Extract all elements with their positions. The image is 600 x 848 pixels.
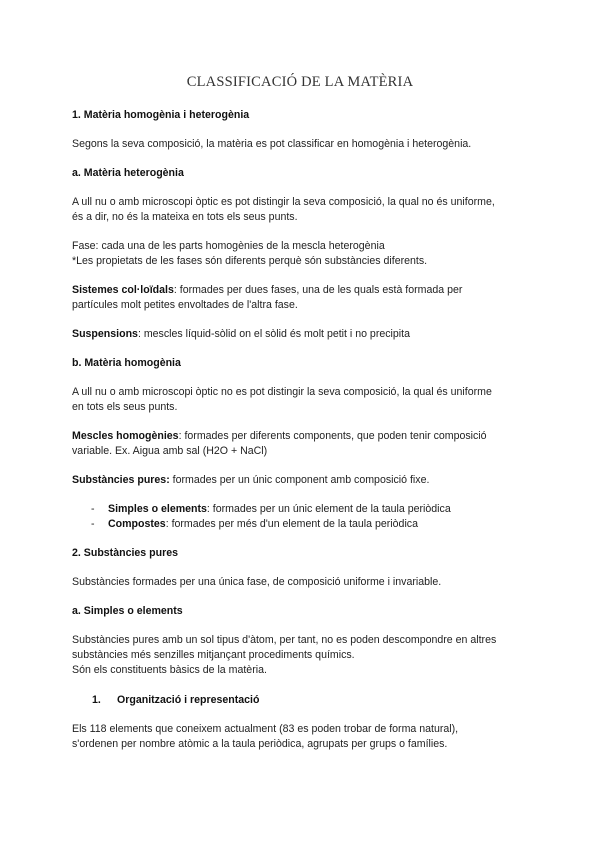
homogeneous-heading: b. Matèria homogènia [72, 357, 181, 369]
pure-substances-term: Substàncies pures: [72, 474, 170, 486]
simple-elements-heading: a. Simples o elements [72, 605, 183, 617]
suspensions-term: Suspensions [72, 328, 138, 340]
compounds-text: : formades per més d'un element de la taula periòdica [165, 518, 418, 530]
homogeneous-mixtures-text: : formades per diferents components, que poden tenir composició [178, 430, 487, 442]
simple-elements-text-line-1: Substàncies pures amb un sol tipus d'àtom, per tant, no es poden descompondre en altres [72, 634, 497, 646]
pure-substances-text: formades per un únic component amb composició fixe. [169, 474, 430, 486]
homogeneous-text-line-2: en tots els seus punts. [72, 401, 178, 413]
compounds-term: Compostes [108, 518, 166, 530]
heterogeneous-heading: a. Matèria heterogènia [72, 167, 184, 179]
suspensions-paragraph [72, 327, 410, 343]
bullet-compounds [108, 517, 418, 533]
section-2-text: Substàncies formades per una única fase, de composició uniforme i invariable. [72, 576, 442, 588]
heterogeneous-text-line-1: A ull nu o amb microscopi òptic es pot distingir la seva composició, la qual no és uniforme, [72, 196, 495, 208]
final-text-line-2: s'ordenen per nombre atòmic a la taula periòdica, agrupats per grups o famílies. [72, 738, 448, 750]
heterogeneous-text-line-2: és a dir, no és la mateixa en tots els seus punts. [72, 211, 298, 223]
colloidal-paragraph-line-2: partícules molt petites envoltades de l'altra fase. [72, 299, 298, 311]
section-2-heading: 2. Substàncies pures [72, 547, 178, 559]
suspensions-text: : mescles líquid-sòlid on el sòlid és molt petit i no precipita [137, 328, 410, 340]
pure-substances-paragraph [72, 473, 429, 489]
colloidal-paragraph-line-1 [72, 283, 462, 299]
homogeneous-mixtures-line-2: variable. Ex. Aigua amb sal (H2O + NaCl) [72, 445, 268, 457]
homogeneous-mixtures-term: Mescles homogènies [72, 430, 179, 442]
subsection-heading: Organització i representació [117, 694, 260, 706]
homogeneous-text-line-1: A ull nu o amb microscopi òptic no es pot distingir la seva composició, la qual és uniforme [72, 386, 492, 398]
homogeneous-mixtures-line-1 [72, 429, 487, 445]
bullet-dash: - [91, 518, 95, 530]
bullet-dash: - [91, 503, 95, 515]
bullet-simple-elements [108, 502, 451, 518]
simple-elements-term: Simples o elements [108, 503, 207, 515]
section-1-heading: 1. Matèria homogènia i heterogènia [72, 109, 250, 121]
section-1-text: Segons la seva composició, la matèria es pot classificar en homogènia i heterogènia. [72, 138, 472, 150]
final-text-line-1: Els 118 elements que coneixem actualment (83 es poden trobar de forma natural), [72, 723, 459, 735]
colloidal-term: Sistemes col·loïdals [72, 284, 174, 296]
phase-note: *Les propietats de les fases són diferents perquè són substàncies diferents. [72, 255, 428, 267]
simple-elements-text-line-2: substàncies més senzilles mitjançant procediments químics. [72, 649, 355, 661]
simple-elements-text-line-3: Són els constituents bàsics de la matèria. [72, 664, 267, 676]
subsection-number: 1. [92, 694, 101, 706]
phase-definition: Fase: cada una de les parts homogènies de la mescla heterogènia [72, 240, 385, 252]
simple-elements-text: : formades per un únic element de la taula periòdica [206, 503, 451, 515]
colloidal-text: : formades per dues fases, una de les quals està formada per [173, 284, 463, 296]
page-title: CLASSIFICACIÓ DE LA MATÈRIA [186, 74, 414, 90]
